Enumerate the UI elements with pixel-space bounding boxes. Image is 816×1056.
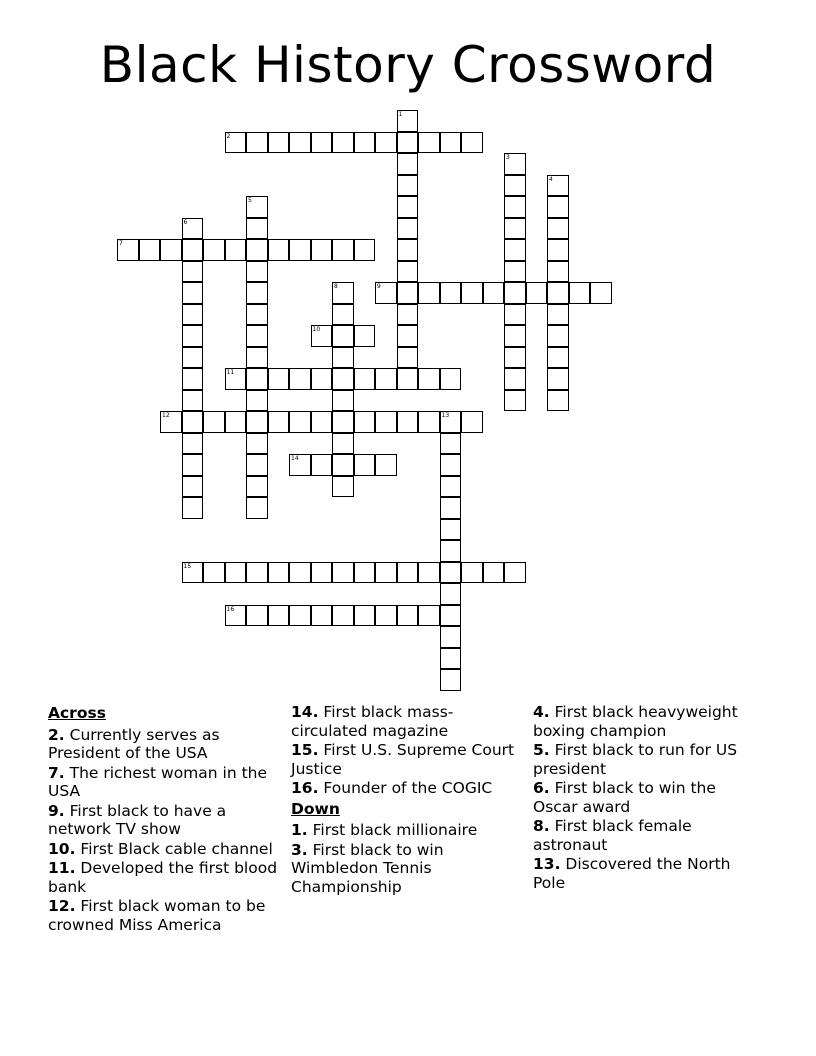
grid-cell[interactable] [289, 132, 311, 154]
grid-cell[interactable] [440, 476, 462, 498]
grid-cell[interactable] [246, 390, 268, 412]
grid-cell[interactable] [504, 304, 526, 326]
grid-cell[interactable] [504, 175, 526, 197]
clue-number: 5. [533, 741, 550, 759]
clue-text: First black to win Wimbledon Tennis Championship [291, 840, 444, 896]
clue-number: 16. [291, 779, 319, 797]
grid-cell[interactable] [182, 261, 204, 283]
cell-number: 1 [398, 111, 403, 118]
grid-cell[interactable] [440, 669, 462, 691]
clue-number: 4. [533, 703, 550, 721]
clue-text: First black mass-circulated magazine [291, 703, 454, 740]
grid-cell[interactable] [289, 562, 311, 584]
grid-cell[interactable] [311, 325, 333, 347]
grid-cell[interactable] [504, 347, 526, 369]
cell-number: 10 [312, 326, 321, 333]
grid-cell[interactable] [547, 218, 569, 240]
grid-cell[interactable] [397, 175, 419, 197]
clue-text: First black to win the Oscar award [533, 779, 716, 816]
grid-cell[interactable] [418, 368, 440, 390]
clue-column-1 [48, 702, 280, 935]
grid-cell[interactable] [182, 454, 204, 476]
clue-number: 12. [48, 897, 76, 915]
grid-cell[interactable] [354, 368, 376, 390]
grid-cell[interactable] [483, 562, 505, 584]
grid-cell[interactable] [397, 368, 419, 390]
grid-cell[interactable] [246, 368, 268, 390]
grid-cell[interactable] [590, 282, 612, 304]
grid-cell[interactable] [547, 261, 569, 283]
clue-text: First black millionaire [312, 821, 478, 839]
clue-text: Founder of the COGIC [323, 779, 493, 797]
clue-column-3 [533, 703, 765, 893]
clue-text: Developed the first blood bank [48, 859, 278, 896]
clue-down-4 [533, 703, 765, 740]
grid-cell[interactable] [246, 347, 268, 369]
grid-cell[interactable] [332, 368, 354, 390]
across-heading: Across [48, 704, 106, 722]
clue-down-3 [291, 841, 523, 897]
grid-cell[interactable] [203, 562, 225, 584]
grid-cell[interactable] [440, 411, 462, 433]
grid-cell[interactable] [547, 282, 569, 304]
grid-cell[interactable] [418, 132, 440, 154]
grid-cell[interactable] [268, 562, 290, 584]
grid-cell[interactable] [225, 605, 247, 627]
cell-number: 9 [377, 283, 381, 290]
grid-cell[interactable] [483, 282, 505, 304]
grid-cell[interactable] [547, 347, 569, 369]
clue-down-8 [533, 817, 765, 854]
cell-number: 7 [119, 240, 123, 247]
grid-cell[interactable] [375, 605, 397, 627]
cell-number: 11 [226, 369, 235, 376]
grid-cell[interactable] [461, 562, 483, 584]
grid-cell[interactable] [268, 368, 290, 390]
grid-cell[interactable] [289, 605, 311, 627]
grid-cell[interactable] [440, 282, 462, 304]
grid-cell[interactable] [246, 605, 268, 627]
grid-cell[interactable] [332, 605, 354, 627]
grid-cell[interactable] [332, 132, 354, 154]
cell-number: 14 [291, 455, 299, 462]
clue-text: The richest woman in the USA [48, 763, 268, 800]
clue-number: 3. [291, 840, 308, 859]
grid-cell[interactable] [332, 282, 354, 304]
grid-cell[interactable] [332, 411, 354, 433]
clue-number: 2. [48, 725, 65, 744]
clue-number: 7. [48, 763, 65, 782]
grid-cell[interactable] [504, 153, 526, 175]
grid-cell[interactable] [332, 476, 354, 498]
grid-cell[interactable] [354, 239, 376, 261]
grid-cell[interactable] [246, 261, 268, 283]
grid-cell[interactable] [397, 261, 419, 283]
grid-cell[interactable] [504, 218, 526, 240]
grid-cell[interactable] [397, 282, 419, 304]
grid-cell[interactable] [397, 411, 419, 433]
grid-cell[interactable] [440, 433, 462, 455]
grid-cell[interactable] [504, 325, 526, 347]
clue-text: First black woman to be crowned Miss America [48, 897, 266, 934]
grid-cell[interactable] [440, 497, 462, 519]
grid-cell[interactable] [504, 562, 526, 584]
grid-cell[interactable] [418, 605, 440, 627]
clue-column-2 [291, 703, 523, 897]
grid-cell[interactable] [182, 497, 204, 519]
cell-number: 15 [183, 562, 192, 570]
clue-number: 1. [291, 821, 308, 839]
grid-cell[interactable] [246, 325, 268, 347]
clue-number: 11. [48, 859, 76, 877]
clue-across-7 [48, 764, 280, 801]
grid-cell[interactable] [182, 347, 204, 369]
grid-cell[interactable] [375, 411, 397, 433]
grid-cell[interactable] [440, 454, 462, 476]
grid-cell[interactable] [160, 411, 182, 433]
cell-number: 12 [162, 412, 170, 419]
grid-cell[interactable] [225, 239, 247, 261]
clue-across-10 [48, 840, 280, 859]
grid-cell[interactable] [203, 411, 225, 433]
grid-cell[interactable] [440, 132, 462, 154]
clue-across-12 [48, 897, 280, 934]
clue-number: 15. [291, 741, 319, 759]
clue-across-2 [48, 726, 280, 763]
clue-text: Discovered the North Pole [533, 855, 731, 892]
grid-cell[interactable] [246, 562, 268, 584]
grid-cell[interactable] [311, 562, 333, 584]
grid-cell[interactable] [268, 132, 290, 154]
grid-cell[interactable] [547, 239, 569, 261]
clue-text: Currently serves as President of the USA [48, 725, 220, 762]
grid-cell[interactable] [418, 282, 440, 304]
grid-cell[interactable] [311, 239, 333, 261]
grid-cell[interactable] [440, 583, 462, 605]
grid-cell[interactable] [182, 562, 204, 584]
cell-number: 5 [248, 197, 252, 204]
grid-cell[interactable] [397, 605, 419, 627]
grid-cell[interactable] [461, 282, 483, 304]
clue-text: First black to have a network TV show [48, 801, 227, 838]
grid-cell[interactable] [397, 325, 419, 347]
cell-number: 2 [226, 132, 231, 140]
clue-text: First U.S. Supreme Court Justice [291, 741, 515, 778]
grid-cell[interactable] [332, 433, 354, 455]
clue-across-15 [291, 741, 523, 778]
grid-cell[interactable] [311, 132, 333, 154]
grid-cell[interactable] [504, 390, 526, 412]
grid-cell[interactable] [354, 454, 376, 476]
grid-cell[interactable] [547, 368, 569, 390]
clue-number: 14. [291, 703, 319, 721]
cell-number: 6 [183, 218, 188, 226]
grid-cell[interactable] [397, 110, 419, 132]
clue-text: First black female astronaut [533, 817, 692, 854]
grid-cell[interactable] [289, 239, 311, 261]
grid-cell[interactable] [504, 282, 526, 304]
clue-across-9 [48, 802, 280, 839]
grid-cell[interactable] [547, 304, 569, 326]
grid-cell[interactable] [332, 304, 354, 326]
grid-cell[interactable] [440, 368, 462, 390]
grid-cell[interactable] [117, 239, 139, 261]
grid-cell[interactable] [547, 325, 569, 347]
grid-cell[interactable] [354, 325, 376, 347]
clue-across-11 [48, 859, 280, 896]
grid-cell[interactable] [332, 454, 354, 476]
cell-number: 8 [334, 283, 338, 290]
grid-cell[interactable] [354, 562, 376, 584]
clue-text: First Black cable channel [80, 839, 273, 858]
grid-cell[interactable] [440, 540, 462, 562]
grid-cell[interactable] [332, 562, 354, 584]
grid-cell[interactable] [246, 239, 268, 261]
grid-cell[interactable] [504, 239, 526, 261]
grid-cell[interactable] [547, 175, 569, 197]
grid-cell[interactable] [397, 347, 419, 369]
grid-cell[interactable] [526, 282, 548, 304]
clue-down-6 [533, 779, 765, 816]
cell-number: 3 [506, 154, 510, 161]
cell-number: 13 [441, 412, 450, 419]
grid-cell[interactable] [397, 196, 419, 218]
cell-number: 4 [549, 175, 553, 183]
clue-down-5 [533, 741, 765, 778]
grid-cell[interactable] [182, 325, 204, 347]
grid-cell[interactable] [268, 605, 290, 627]
grid-cell[interactable] [461, 411, 483, 433]
grid-cell[interactable] [440, 519, 462, 541]
clue-across-14 [291, 703, 523, 740]
page-title: Black History Crossword [99, 36, 717, 94]
grid-cell[interactable] [504, 261, 526, 283]
grid-cell[interactable] [375, 132, 397, 154]
grid-cell[interactable] [440, 648, 462, 670]
grid-cell[interactable] [569, 282, 591, 304]
grid-cell[interactable] [225, 368, 247, 390]
clue-number: 6. [533, 779, 550, 797]
grid-cell[interactable] [225, 411, 247, 433]
grid-cell[interactable] [375, 454, 397, 476]
clue-number: 13. [533, 855, 561, 873]
clue-number: 10. [48, 839, 76, 858]
grid-cell[interactable] [246, 497, 268, 519]
grid-cell[interactable] [332, 390, 354, 412]
clue-text: First black to run for US president [533, 741, 738, 778]
grid-cell[interactable] [182, 433, 204, 455]
grid-cell[interactable] [504, 368, 526, 390]
grid-cell[interactable] [182, 218, 204, 240]
grid-cell[interactable] [375, 282, 397, 304]
grid-cell[interactable] [289, 411, 311, 433]
grid-cell[interactable] [354, 411, 376, 433]
grid-cell[interactable] [311, 411, 333, 433]
grid-cell[interactable] [397, 239, 419, 261]
grid-cell[interactable] [397, 153, 419, 175]
grid-cell[interactable] [332, 347, 354, 369]
grid-cell[interactable] [440, 605, 462, 627]
grid-cell[interactable] [418, 562, 440, 584]
grid-cell[interactable] [246, 282, 268, 304]
grid-cell[interactable] [225, 132, 247, 154]
grid-cell[interactable] [246, 476, 268, 498]
grid-cell[interactable] [268, 411, 290, 433]
down-heading: Down [291, 799, 340, 818]
grid-cell[interactable] [182, 476, 204, 498]
grid-cell[interactable] [160, 239, 182, 261]
grid-cell[interactable] [182, 411, 204, 433]
clue-down-1 [291, 821, 523, 840]
grid-cell[interactable] [289, 368, 311, 390]
grid-cell[interactable] [246, 433, 268, 455]
grid-cell[interactable] [311, 454, 333, 476]
grid-cell[interactable] [182, 239, 204, 261]
grid-cell[interactable] [246, 411, 268, 433]
clue-number: 9. [48, 801, 65, 820]
grid-cell[interactable] [182, 304, 204, 326]
grid-cell[interactable] [418, 411, 440, 433]
grid-cell[interactable] [203, 239, 225, 261]
grid-cell[interactable] [311, 605, 333, 627]
grid-cell[interactable] [289, 454, 311, 476]
clue-number: 8. [533, 817, 550, 835]
clue-across-16 [291, 779, 523, 798]
grid-cell[interactable] [246, 196, 268, 218]
grid-cell[interactable] [354, 605, 376, 627]
grid-cell[interactable] [246, 218, 268, 240]
grid-cell[interactable] [440, 626, 462, 648]
grid-cell[interactable] [182, 390, 204, 412]
clue-text: First black heavyweight boxing champion [533, 703, 738, 740]
grid-cell[interactable] [139, 239, 161, 261]
grid-cell[interactable] [268, 239, 290, 261]
grid-cell[interactable] [182, 282, 204, 304]
grid-cell[interactable] [547, 196, 569, 218]
grid-cell[interactable] [397, 132, 419, 154]
grid-cell[interactable] [375, 368, 397, 390]
grid-cell[interactable] [182, 368, 204, 390]
grid-cell[interactable] [397, 304, 419, 326]
grid-cell[interactable] [332, 239, 354, 261]
grid-cell[interactable] [246, 304, 268, 326]
clue-down-13 [533, 855, 765, 892]
grid-cell[interactable] [332, 325, 354, 347]
grid-cell[interactable] [547, 390, 569, 412]
grid-cell[interactable] [225, 562, 247, 584]
grid-cell[interactable] [354, 132, 376, 154]
grid-cell[interactable] [246, 132, 268, 154]
grid-cell[interactable] [246, 454, 268, 476]
cell-number: 16 [226, 605, 235, 613]
grid-cell[interactable] [375, 562, 397, 584]
grid-cell[interactable] [311, 368, 333, 390]
grid-cell[interactable] [397, 218, 419, 240]
grid-cell[interactable] [397, 562, 419, 584]
grid-cell[interactable] [504, 196, 526, 218]
grid-cell[interactable] [440, 562, 462, 584]
grid-cell[interactable] [461, 132, 483, 154]
